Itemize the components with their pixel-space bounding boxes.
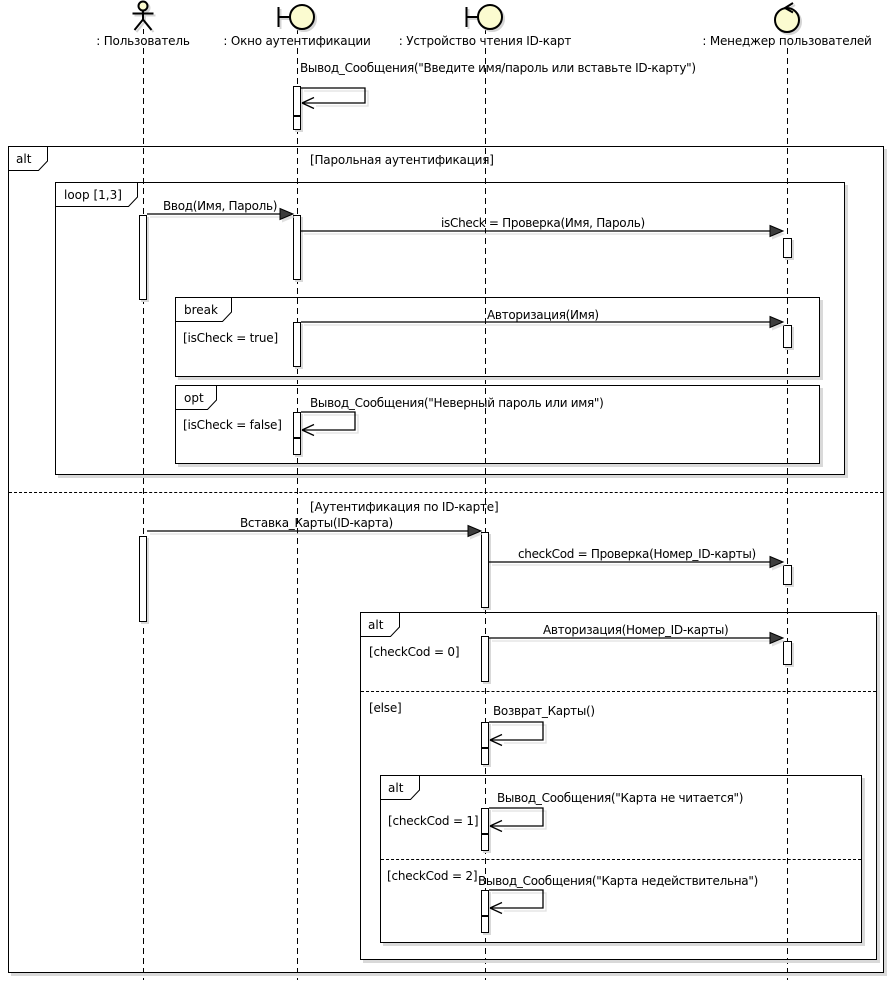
svg-text:alt: alt — [368, 618, 384, 632]
fragment-operator-tab — [380, 775, 421, 801]
activation-bar — [481, 722, 489, 748]
fragment-operator-tab — [360, 612, 401, 638]
fragment-operator-tab — [175, 297, 233, 323]
lifeline-name-user: : Пользователь — [96, 34, 190, 48]
lifeline-name-user-manager: : Менеджер пользователей — [702, 34, 872, 48]
lifeline-name-card-reader: : Устройство чтения ID-карт — [398, 34, 572, 48]
activation-bar — [139, 536, 147, 622]
boundary-icon — [275, 2, 319, 32]
activation-bar — [293, 322, 301, 367]
message-label: Авторизация(Имя) — [487, 308, 599, 322]
guard-ischeck-false: [isCheck = false] — [183, 418, 282, 432]
lifeline-name-auth-window: : Окно аутентификации — [223, 34, 371, 48]
boundary-icon — [463, 2, 507, 32]
svg-text:opt: opt — [184, 391, 204, 405]
activation-bar — [481, 532, 489, 608]
message-label: Вставка_Карты(ID-карта) — [240, 516, 393, 530]
message-label: Возврат_Карты() — [493, 704, 595, 718]
svg-text:alt: alt — [16, 152, 32, 166]
alt-divider — [361, 691, 876, 692]
activation-bar — [481, 808, 489, 834]
fragment-operator-tab — [55, 182, 139, 208]
svg-text:alt: alt — [388, 781, 404, 795]
activation-bar — [139, 215, 147, 300]
guard-checkcod-2: [checkCod = 2] — [387, 869, 478, 883]
alt-divider — [381, 859, 861, 860]
activation-bar — [481, 834, 489, 851]
activation-bar — [783, 641, 792, 665]
self-message-line — [301, 88, 365, 103]
open-arrowhead-icon — [302, 98, 314, 109]
activation-bar — [481, 636, 489, 682]
guard-checkcod-1: [checkCod = 1] — [388, 814, 479, 828]
activation-bar — [293, 86, 301, 116]
message-label: Ввод(Имя, Пароль) — [163, 199, 278, 213]
message-label: Вывод_Сообщения("Карта не читается") — [497, 791, 744, 805]
message-label: Вывод_Сообщения("Карта недействительна") — [478, 874, 758, 888]
message-label: Вывод_Сообщения("Введите имя/пароль или вставьте ID-карту") — [300, 61, 696, 75]
self-message-shadow — [304, 91, 368, 106]
fragment-operator-tab — [175, 385, 218, 411]
svg-text:loop [1,3]: loop [1,3] — [64, 188, 122, 202]
alt-divider — [9, 492, 883, 493]
fragment-operator-tab — [8, 146, 49, 172]
svg-text:break: break — [184, 303, 218, 317]
guard-ischeck-true: [isCheck = true] — [183, 331, 278, 345]
guard-password-auth: [Парольная аутентификация] — [310, 153, 494, 167]
message-label: checkCod = Проверка(Номер_ID-карты) — [518, 547, 756, 561]
control-icon — [770, 0, 804, 34]
activation-bar — [293, 438, 301, 455]
message-label: Вывод_Сообщения("Неверный пароль или имя") — [310, 396, 604, 410]
guard-idcard-auth: [Аутентификация по ID-карте] — [310, 500, 499, 514]
message-label: Авторизация(Номер_ID-карты) — [543, 623, 729, 637]
message-label: isCheck = Проверка(Имя, Пароль) — [441, 216, 645, 230]
guard-else: [else] — [369, 701, 402, 715]
activation-bar — [293, 412, 301, 438]
activation-bar — [481, 748, 489, 765]
activation-bar — [481, 916, 489, 933]
guard-checkcod-0: [checkCod = 0] — [369, 645, 460, 659]
actor-icon — [125, 0, 161, 32]
activation-bar — [783, 565, 792, 585]
activation-bar — [783, 238, 792, 258]
activation-bar — [293, 215, 301, 280]
activation-bar — [481, 890, 489, 916]
activation-bar — [293, 116, 301, 130]
activation-bar — [783, 325, 792, 348]
